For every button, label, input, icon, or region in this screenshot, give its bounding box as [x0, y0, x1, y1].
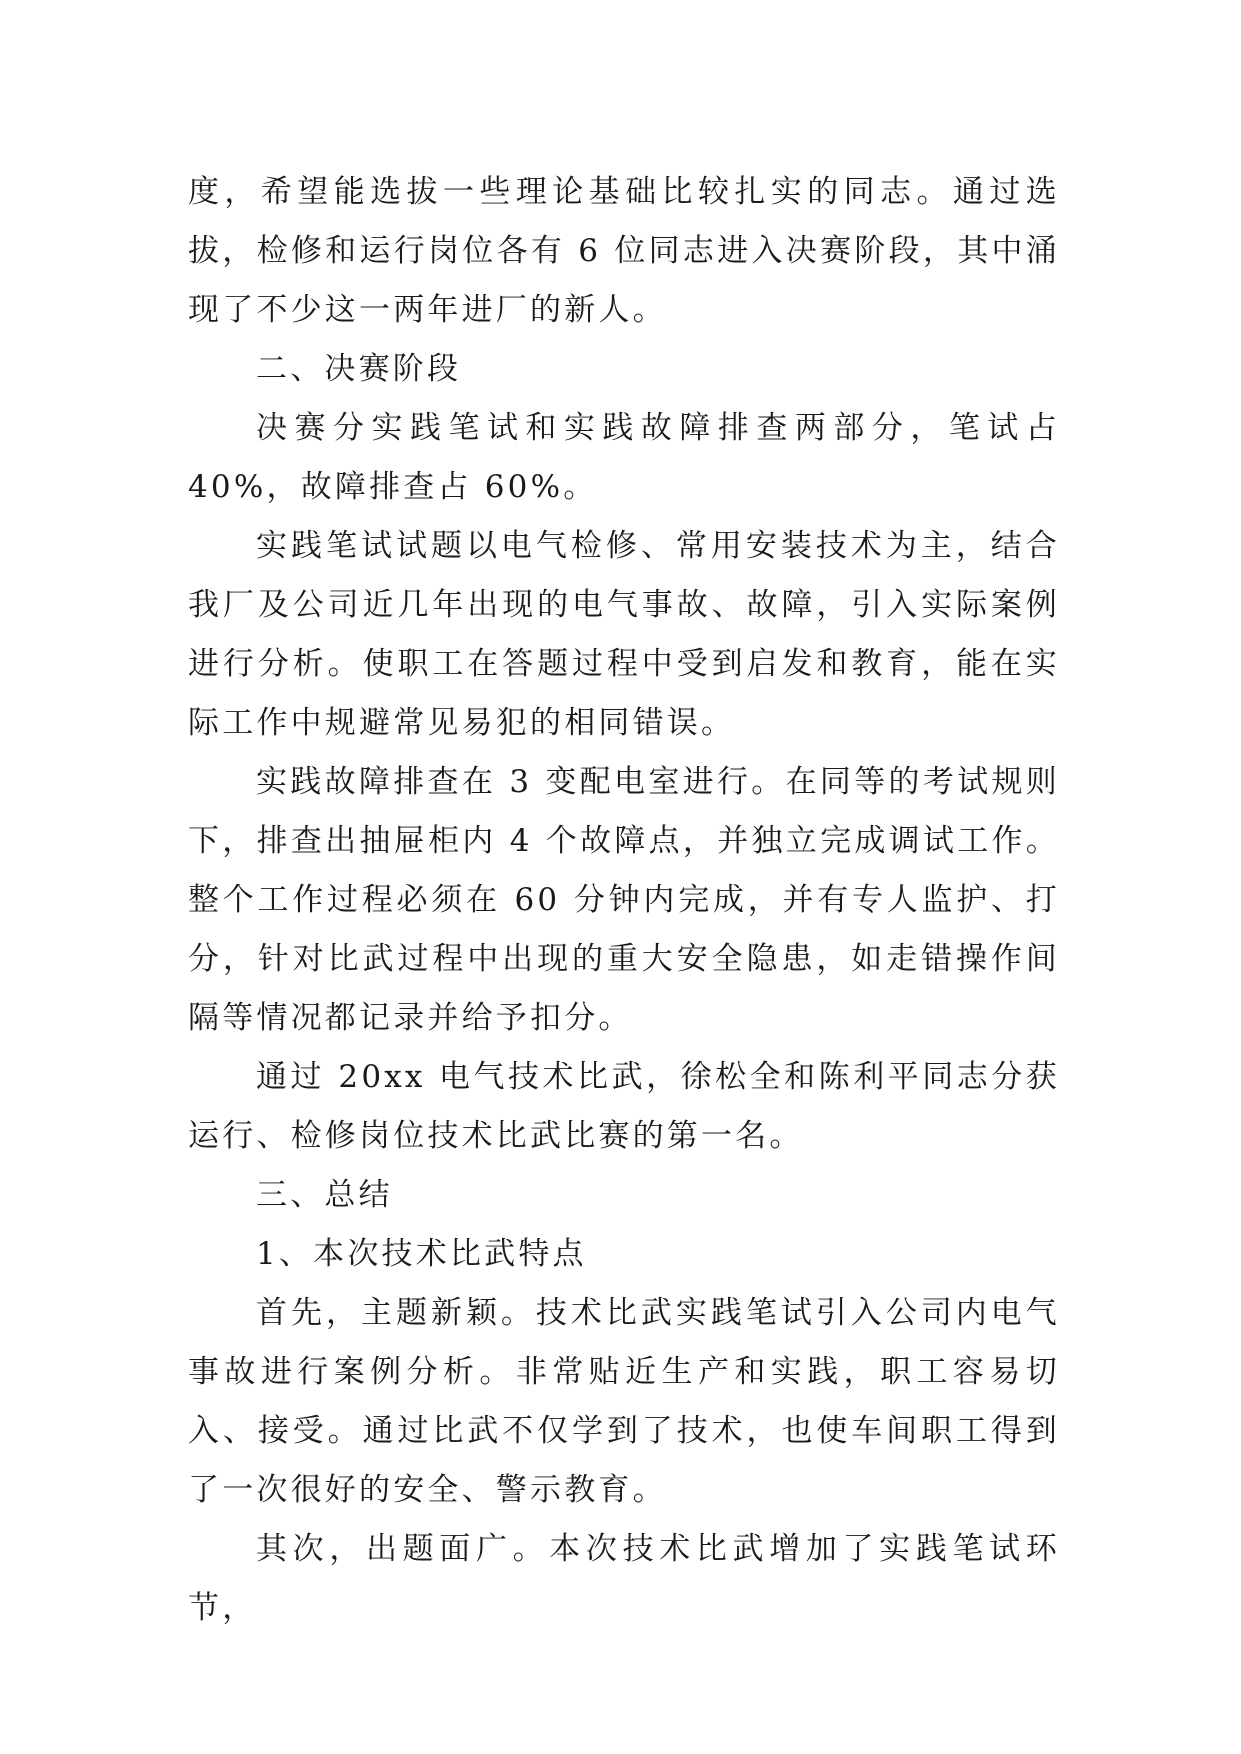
- heading-summary: 三、总结: [256, 1177, 393, 1213]
- paragraph-feature-second: 其次，出题面广。本次技术比武增加了实践笔试环节，: [188, 1531, 1060, 1626]
- subheading-features: 1、本次技术比武特点: [256, 1236, 587, 1272]
- paragraph-feature-first: 首先，主题新颖。技术比武实践笔试引入公司内电气事故进行案例分析。非常贴近生产和实践，职工容易切入、接受。通过比武不仅学到了技术，也使车间职工得到了一次很好的安全、警示教育。: [188, 1295, 1060, 1508]
- document-body: [188, 163, 1060, 1638]
- heading-final-stage: 二、决赛阶段: [256, 351, 462, 387]
- paragraph-written-exam: 实践笔试试题以电气检修、常用安装技术为主，结合我厂及公司近几年出现的电气事故、故障，引入实际案例进行分析。使职工在答题过程中受到启发和教育，能在实际工作中规避常见易犯的相同错误。: [188, 528, 1060, 741]
- paragraph-fault-troubleshooting: 实践故障排查在 3 变配电室进行。在同等的考试规则下，排查出抽屉柜内 4 个故障点，并独立完成调试工作。整个工作过程必须在 60 分钟内完成，并有专人监护、打分，针对比武过程中出现的重大安全隐患，如走错操作间隔等情况都记录并给予扣分。: [188, 764, 1060, 1036]
- paragraph-winners: 通过 20xx 电气技术比武，徐松全和陈利平同志分获运行、检修岗位技术比武比赛的第一名。: [188, 1059, 1060, 1154]
- paragraph-intro-continued: 度，希望能选拔一些理论基础比较扎实的同志。通过选拔，检修和运行岗位各有 6 位同志进入决赛阶段，其中涌现了不少这一两年进厂的新人。: [188, 174, 1060, 328]
- paragraph-final-composition: 决赛分实践笔试和实践故障排查两部分，笔试占 40%，故障排查占 60%。: [188, 410, 1060, 505]
